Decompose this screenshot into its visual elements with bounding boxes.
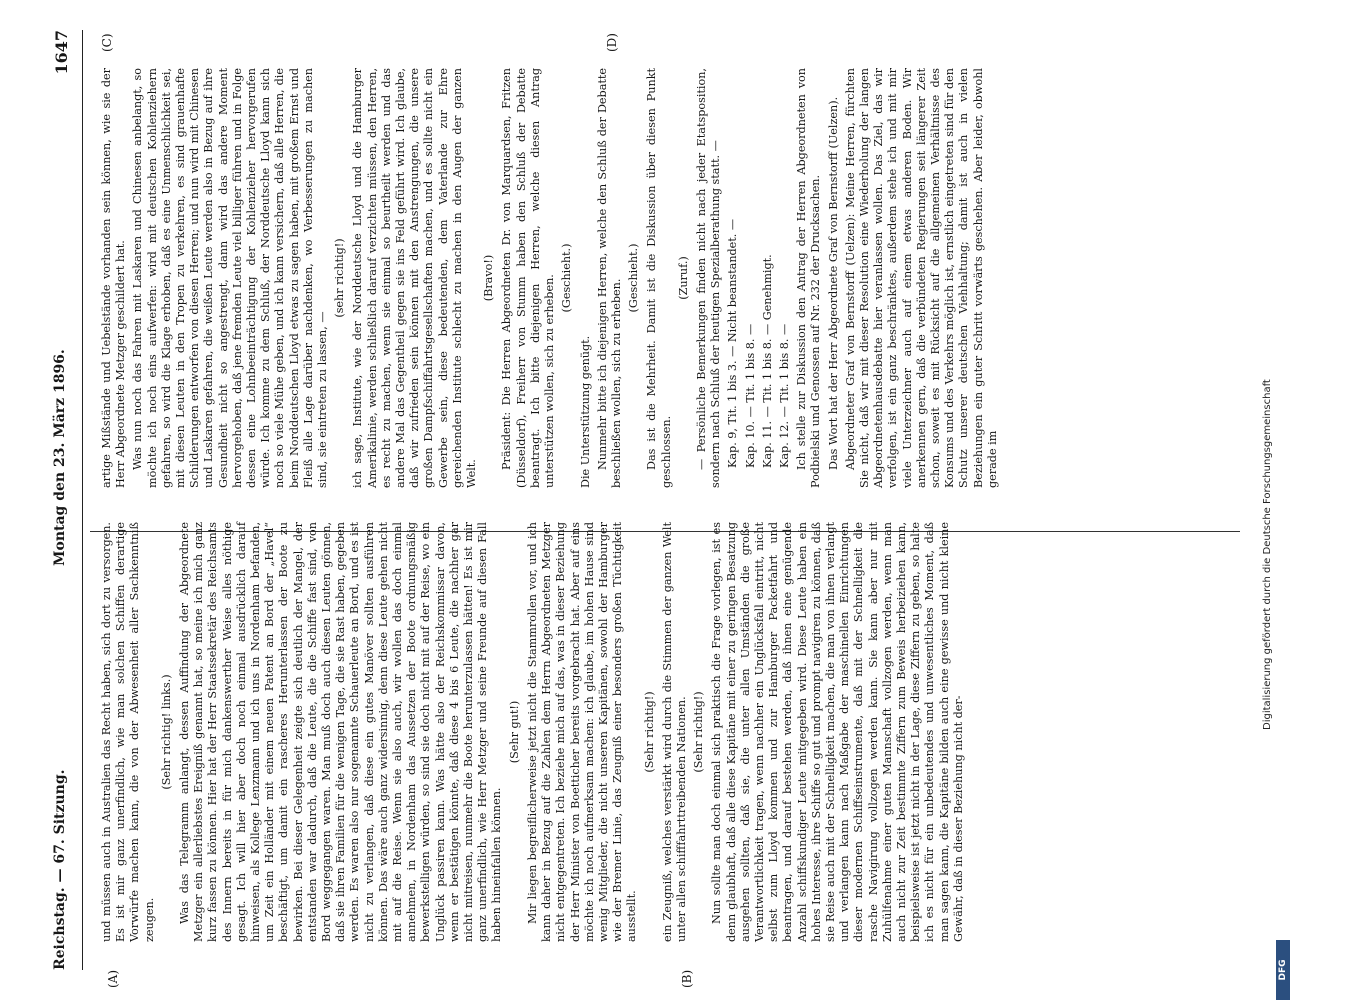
interjection: (Geschieht.) [560,243,574,313]
paragraph: Nun sollte man doch einmal sich praktisch die Frage vorlegen, ist es denn glaubhaft, daß alle diese Kapitäne mit einer zu geringen Besatzung ausgehen sollten, daß sie, die unter allen Umständen die große Verantwortlichkeit tragen, wenn nachher ein Unglücksfall eintritt, nicht selbst zum Lloyd kommen und zur Hamburger Packetfahrt und beantragen, und darauf bestehen werden, daß ihnen eine genügende Anzahl schiffskundiger Leute mitgegeben wird. Diese Leute haben ein hohes Interesse, ihre Schiffe so gut und prompt navigiren zu können, daß sie Reise auch mit der Schnelligkeit machen, die man von ihnen verlangt und verlangen kann nach Maßgabe der maschinellen Einrichtungen dieser modernen Schiffseinstrumente, daß mit der Schnelligkeit die rasche Navigirung vollzogen werden kann. Sie kann aber nur mit Zuhülfenahme einer guten Mannschaft vollzogen werden, wenn man auch nicht zur Zeit bestimmte Ziffern zum Beweis herbeiziehen kann, beispielsweise ist jetzt nicht in der Lage, diese Ziffern zu geben, so halte ich es nicht für ein unbedeutendes und unwesentliches Moment, daß man sagen kann, die Kapitäne bilden auch eine gewisse und nicht kleine Gewähr, daß in dieser Beziehung nicht der- [710,522,965,942]
budget-item: Kap. 12. — Tit. 1 bis 8. — [777,323,791,468]
paragraph: und müssen auch in Australien das Recht haben, sich dort zu versorgen. Es ist mir ganz unerfindlich, wie man solchen Schiffen derartige Vorwürfe machen kann, die von der Abwesenheit aller Sachkenntniß zeugen. [100,522,156,942]
interjection: (Geschieht.) [627,243,641,313]
interjection: (Sehr richtig! links.) [159,674,173,790]
dfg-logo: DFG [1276,940,1290,1000]
header-rule [82,30,83,970]
president-statement: Präsident: Die Herren Abgeordneten Dr. von Marquardsen, Fritzen (Düsseldorf), Freiherr von Stumm haben den Schluß der Debatte beantragt. Ich bitte diejenigen Herren, welche diesen Antrag unterstützen wollen, sich zu erheben. [500,68,557,488]
paragraph: Die Unterstützung genügt. [578,335,592,488]
budget-item: Kap. 11. — Tit. 1 bis 8. — Genehmigt. [760,254,774,468]
paragraph: Mir liegen begreiflicherweise jetzt nicht die Stammrollen vor, und ich kann daher in Bezug auf die Zahlen dem Herrn Abgeordneten Metzger nicht entgegentreten. Ich beziehe mich auf das, was in dieser Beziehung der Herr Minister von Boetticher bereits vorgebracht hat. Aber auf eins möchte ich noch aufmerksam machen: ich glaube, im hohen Hause sind wenig Mitglieder, die nicht unseren Kapitänen, sowohl der Hamburger wie der Bremer Linie, das Zeugniß einer besonders großen Tüchtigkeit ausstellt. [525,522,639,942]
paragraph: Was nun noch das Fahren mit Laskaren und Chinesen anbelangt, so möchte ich noch eins aufwerfen: wird mit deutschen Kohlenziehern gefahren, so wird die Klage erhoben, daß es eine Unmenschlichkeit sei, mit diesen Leuten in den Tropen zu verkehren, es sind grauenhafte Schilderungen entworfen von diesen Herren; und nun wird mit Chinesen und Laskaren gefahren, die weißen Leute werden also in Bezug auf ihre Gesundheit nicht so angestrengt, dann wird das andere Moment hervorgehoben, daß jene fremden Leute viel billiger führen und in Folge dessen eine Lohnbeeinträchtigung der Kohlenzieher hervorgerufen würde. Ich komme zu dem Schluß, der Norddeutsche Lloyd kann sich noch so viele Mühe geben, und ich kann versichern, daß alle Herren, die beim Norddeutschen Lloyd etwas zu sagen haben, mit großem Ernst und Fleiß alle Lage darüber nachdenken, wo Verbesserungen zu machen sind, sie eintreten zu lassen, — [131,68,330,488]
interjection: (Sehr richtig!) [642,691,656,773]
digitization-footer: Digitalisierung gefördert durch die Deutsche Forschungsgemeinschaft [1262,379,1273,730]
paragraph: — Persönliche Bemerkungen finden nicht nach jeder Etatsposition, sondern nach Schluß der heutigen Spezialberathung statt. — [694,68,723,488]
interjection: (sehr richtig!) [333,238,347,318]
paragraph: Ich stelle zur Diskussion den Antrag der Herren Abgeordneten von Podbielski und Genossen auf Nr. 232 der Drucksachen. [795,68,823,488]
paragraph: ich sage, Institute, wie der Norddeutsche Lloyd und die Hamburger Amerikalinie, werden schließlich darauf verzichten müssen, den Herren, es recht zu machen, wenn sie einmal so beurtheilt werden und das andere Mal das Gegentheil gegen sie ins Feld geführt wird. Ich glaube, daß wir zufrieden sein können mit den Anstrengungen, die unsere großen Dampfschiffahrtsgesellschaften machen, und es sollte nicht ein Gewerbe sein, diese bedeutenden, dem Vaterlande zur Ehre gereichenden Institute schlecht zu machen in den Augen der ganzen Welt. [351,68,479,488]
page-number: 1647 [52,30,71,75]
budget-item: Kap. 10. — Tit. 1 bis 8. — [743,323,757,468]
interjection: (Sehr gut!) [507,700,521,764]
paragraph: ein Zeugniß, welches verstärkt wird durch die Stimmen der ganzen Welt unter allen schifffahrttreibenden Nationen. [660,522,688,942]
paragraph: Was das Telegramm anlangt, dessen Auffindung der Abgeordnete Metzger ein allerliebstes Ereigniß genannt hat, so meine ich mich ganz kurz fassen zu können. Hier hat der Herr Staatssekretär des Reichsamts des Innern bereits in für mich dankenswerther Weise alles nöthige gesagt. Ich will hier aber doch noch einmal ausdrücklich darauf hinweisen, als Kollege Lenzmann und ich uns in Nordenham befanden, um Zeit ein Holländer mit einem neuen Patent an Bord der „Havel“ beschäftigt, um damit ein rascheres Herunterlassen der Boote zu bewirken. Bei dieser Gelegenheit zeigte sich deutlich der Mangel, der entstanden war dadurch, daß die Leute, die die Schiffe fast sind, von Bord weggegangen waren. Man muß doch auch diesen Leuten gönnen, daß sie ihren Familien für die wenigen Tage, die sie Rast haben, gegeben werden. Es waren also nur sogenannte Schauerleute an Bord, und es ist nicht zu verlangen, daß diese ein gutes Manöver sollten ausführen können. Das wäre auch ganz widersinnig, denn diese Leute gehen nicht mit auf die Reise. Wenn sie also auch, wir wollen das doch einmal annehmen, in Nordenham das Aussetzen der Boote ordnungsmäßig bewerkstelligen würden, so sind sie doch nicht mit auf der Reise, wo ein Unglück passiren kann. Was hätte also der Reichskommissar davon, wenn er bestätigen könnte, daß diese 4 bis 6 Leute, die nachher gar nicht mitreisen, nunmehr die Boote herunterzulassen hätten! Es ist mir ganz unerfindlich, wie Herr Metzger und seine Freunde auf diesen Fall haben hineinfallen können. [178,522,504,942]
interjection: (Sehr richtig!) [692,691,706,773]
header-date: Montag den 23. März 1896. [52,349,68,566]
speech-bernstorff: Abgeordneter Graf von Bernstorff (Uelzen): Meine Herren, fürchten Sie nicht, daß wir mit dieser Resolution eine Wiederholung der langen Abgeordnetenhausdebatte hier veranlassen wollen. Das Ziel, das wir verfolgen, ist ein ganz beschränktes, außerdem stehe ich und mit mir viele Unterzeichner auch auf einem etwas anderen Boden. Wir anerkennen gern, daß die verbündeten Regierungen seit längerer Zeit schon, soweit es mit Rücksicht auf die allgemeinen Verhältnisse des Konsums und des Verkehrs möglich ist, ernstlich eingetreten sind für den Schutz unserer deutschen Viehhaltung; damit ist auch in vielen Beziehungen ein guter Schritt vorwärts geschehen. Aber leider, obwohl gerade im [843,68,999,488]
margin-marker-c: (C) [100,33,114,52]
header-session: Reichstag. — 67. Sitzung. [52,769,68,970]
paragraph: Das Wort hat der Herr Abgeordnete Graf von Bernstorff (Uelzen). [826,96,840,470]
paragraph: Nunmehr bitte ich diejenigen Herren, welche den Schluß der Debatte beschließen wollen, sich zu erheben. [595,68,623,488]
paragraph: artige Mißstände und Uebelstände vorhanden sein können, wie sie der Herr Abgeordnete Metzger geschildert hat. [100,68,128,488]
interjection: (Bravo!) [482,254,496,302]
budget-item: Kap. 9, Tit. 1 bis 3. — Nicht beanstandet. — [726,218,740,468]
margin-marker-d: (D) [605,33,619,52]
margin-marker-b: (B) [680,969,694,988]
interjection: (Zuruf.) [676,256,690,300]
right-column [100,68,1003,488]
margin-marker-a: (A) [106,969,120,988]
paragraph: Das ist die Mehrheit. Damit ist die Diskussion über diesen Punkt geschlossen. [645,68,673,488]
left-column [100,522,969,942]
